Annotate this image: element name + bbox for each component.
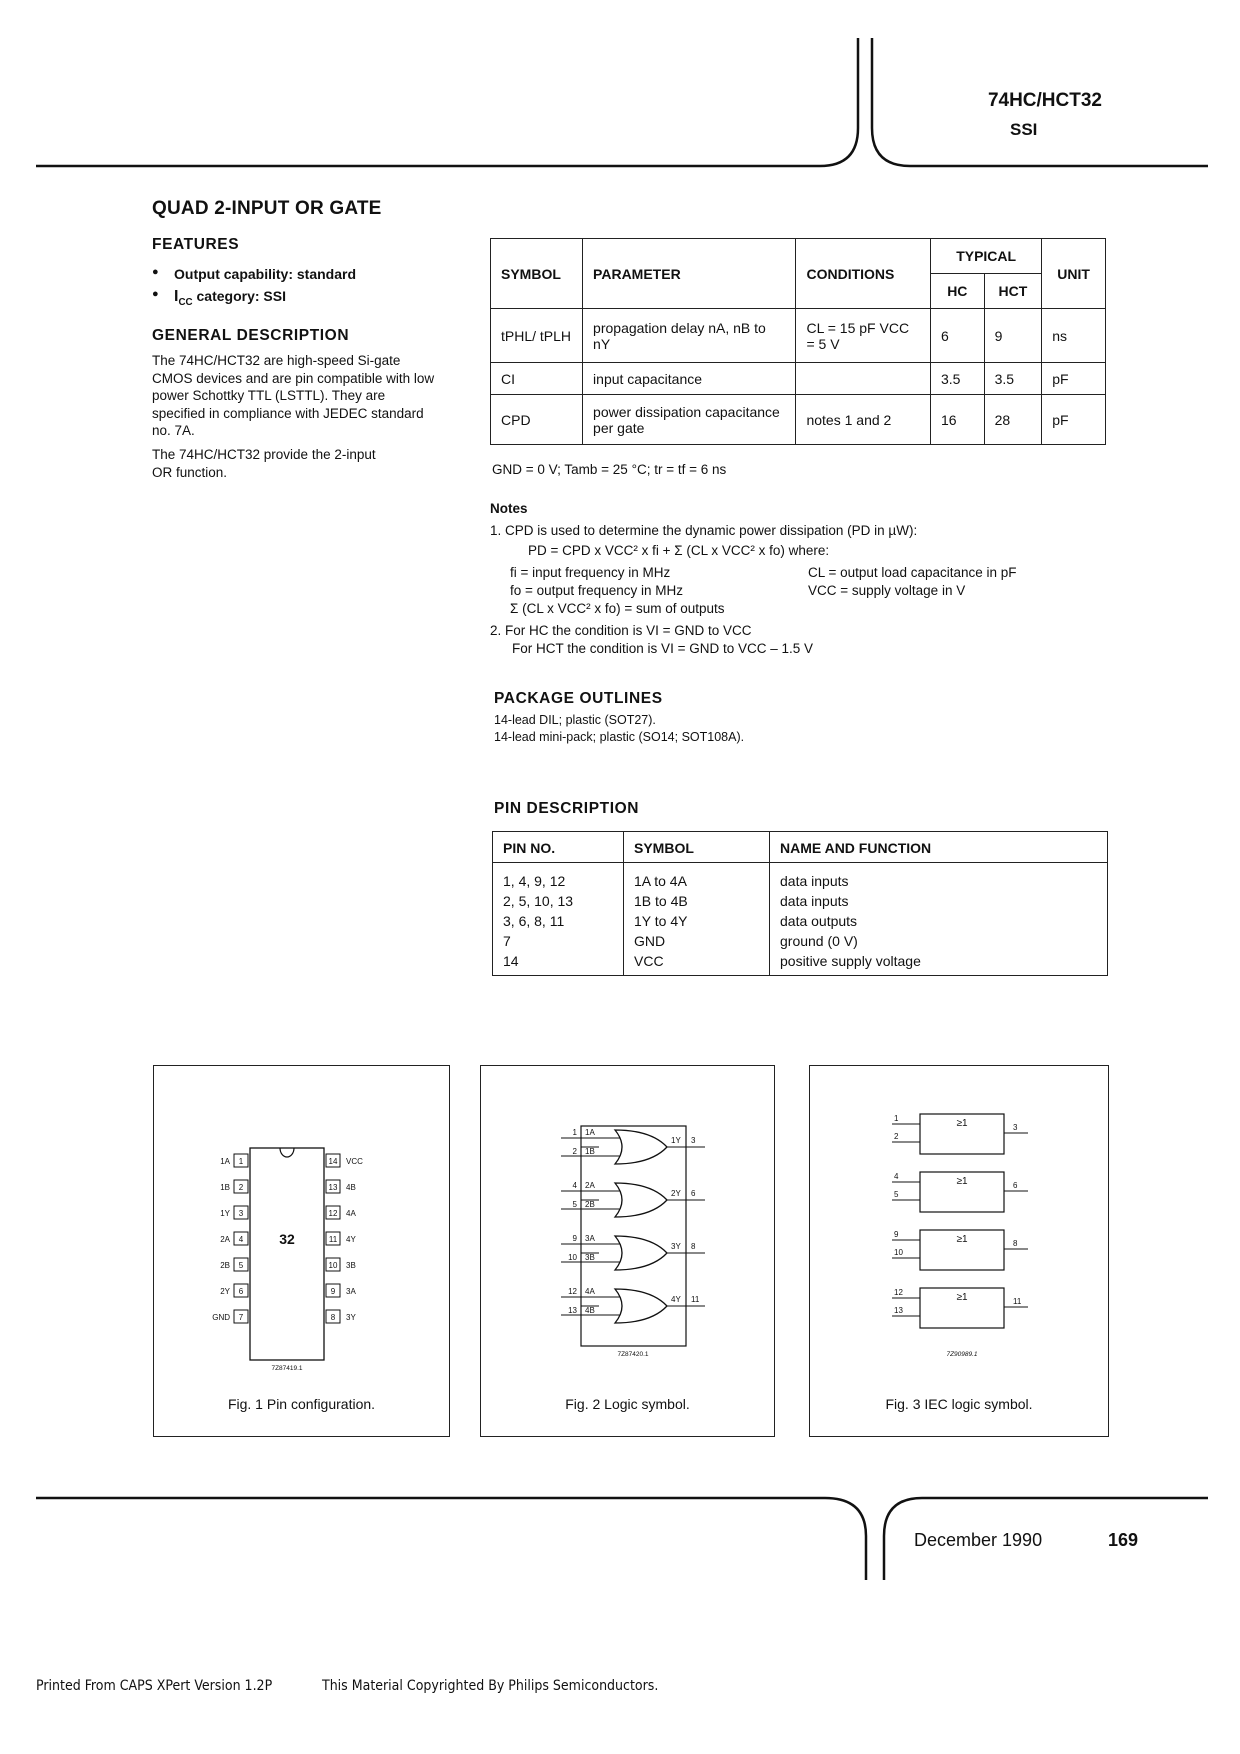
pin-label: VCC bbox=[346, 1157, 363, 1166]
note-vars bbox=[490, 564, 1140, 620]
pin-number: 10 bbox=[568, 1253, 577, 1262]
pin-label: 1Y bbox=[220, 1209, 230, 1218]
col-unit: UNIT bbox=[1042, 239, 1106, 309]
figure-iec-logic-symbol bbox=[809, 1065, 1109, 1437]
note-1: 1. CPD is used to determine the dynamic power dissipation (PD in µW): bbox=[490, 523, 918, 538]
pin-number: 2 bbox=[238, 1183, 244, 1192]
cell-conditions: CL = 15 pF VCC = 5 V bbox=[796, 309, 931, 363]
pin-number: 11 bbox=[328, 1235, 338, 1244]
cell-hct: 3.5 bbox=[984, 363, 1042, 395]
cell-unit: pF bbox=[1042, 395, 1106, 445]
pin-number: 13 bbox=[328, 1183, 338, 1192]
cell-pin: 7 bbox=[493, 931, 624, 951]
table-row bbox=[491, 395, 1106, 445]
cell-symbol: tPHL/ tPLH bbox=[491, 309, 583, 363]
table-row bbox=[493, 931, 1108, 951]
col-symbol: SYMBOL bbox=[491, 239, 583, 309]
printed-from: Printed From CAPS XPert Version 1.2P bbox=[36, 1678, 273, 1694]
notes bbox=[490, 500, 1140, 658]
pin-label: 4Y bbox=[671, 1295, 681, 1304]
pin-description-table bbox=[492, 831, 1108, 976]
part-number: 74HC/HCT32 bbox=[987, 90, 1102, 111]
pin-number: 12 bbox=[328, 1209, 338, 1218]
figure-logic-symbol bbox=[480, 1065, 775, 1437]
cell-hc: 6 bbox=[931, 309, 985, 363]
features-list bbox=[152, 266, 356, 314]
pin-number: 13 bbox=[568, 1306, 577, 1315]
pin-desc-heading: PIN DESCRIPTION bbox=[494, 800, 640, 817]
note-2a: 2. For HC the condition is VI = GND to VCC bbox=[490, 623, 752, 638]
package-heading: PACKAGE OUTLINES bbox=[494, 690, 663, 707]
iec-logic-symbol-diagram bbox=[810, 1066, 1108, 1376]
pin-label: GND bbox=[212, 1313, 230, 1322]
pin-number: 6 bbox=[238, 1287, 244, 1296]
or-gate bbox=[615, 1130, 667, 1164]
col-hct: HCT bbox=[984, 274, 1042, 309]
table-row bbox=[491, 363, 1106, 395]
note-vcc: VCC = supply voltage in V bbox=[808, 583, 966, 598]
pin-number: 2 bbox=[894, 1132, 899, 1141]
or-gate bbox=[615, 1236, 667, 1270]
pin-number: 8 bbox=[1013, 1239, 1018, 1248]
general-p2: The 74HC/HCT32 provide the 2-input OR function. bbox=[152, 447, 376, 480]
pin-number: 5 bbox=[894, 1190, 899, 1199]
pin-number: 13 bbox=[894, 1306, 903, 1315]
pin-number: 11 bbox=[691, 1295, 700, 1304]
pin-label: 4A bbox=[346, 1209, 356, 1218]
cell-hc: 3.5 bbox=[931, 363, 985, 395]
logic-symbol-diagram bbox=[481, 1066, 774, 1376]
table-row bbox=[493, 951, 1108, 976]
figure-caption: Fig. 1 Pin configuration. bbox=[227, 1396, 376, 1412]
cell-unit: pF bbox=[1042, 363, 1106, 395]
figure-code: 7Z90989.1 bbox=[946, 1351, 978, 1358]
pin-label: 4B bbox=[346, 1183, 356, 1192]
conditions-line: GND = 0 V; Tamb = 25 °C; tr = tf = 6 ns bbox=[492, 462, 727, 477]
cell-unit: ns bbox=[1042, 309, 1106, 363]
pin-label: 3B bbox=[346, 1261, 356, 1270]
pin-label: 2Y bbox=[220, 1287, 230, 1296]
pin-label: 4B bbox=[585, 1306, 595, 1315]
pin-label: 1B bbox=[585, 1147, 595, 1156]
pin-label: 2B bbox=[585, 1200, 595, 1209]
pin-label: 3Y bbox=[671, 1242, 681, 1251]
page-number: 169 bbox=[1108, 1530, 1139, 1550]
pin-number: 4 bbox=[572, 1181, 577, 1190]
or-gate bbox=[615, 1183, 667, 1217]
cell-parameter: propagation delay nA, nB to nY bbox=[583, 309, 796, 363]
pin-number: 6 bbox=[691, 1189, 696, 1198]
pin-number: 9 bbox=[894, 1230, 899, 1239]
cell-pin: 1, 4, 9, 12 bbox=[493, 863, 624, 892]
pin-label: 3B bbox=[585, 1253, 595, 1262]
pin-label: 1B bbox=[220, 1183, 230, 1192]
pin-label: 2Y bbox=[671, 1189, 681, 1198]
pin-number: 2 bbox=[572, 1147, 577, 1156]
col-typical: TYPICAL bbox=[931, 239, 1042, 274]
package-line: 14-lead mini-pack; plastic (SO14; SOT108A). bbox=[494, 730, 745, 744]
pin-label: 1Y bbox=[671, 1136, 681, 1145]
family-label: SSI bbox=[1010, 120, 1038, 139]
cell-conditions: notes 1 and 2 bbox=[796, 395, 931, 445]
pin-label: 4Y bbox=[346, 1235, 356, 1244]
pin-number: 6 bbox=[1013, 1181, 1018, 1190]
pin-number: 4 bbox=[238, 1235, 244, 1244]
package-outlines bbox=[494, 712, 744, 746]
cell-pin: 14 bbox=[493, 951, 624, 976]
cell-hct: 9 bbox=[984, 309, 1042, 363]
pin-label: 2A bbox=[585, 1181, 595, 1190]
cell-conditions bbox=[796, 363, 931, 395]
iec-qualifier: ≥1 bbox=[956, 1292, 968, 1303]
pin-label: 1A bbox=[585, 1128, 595, 1137]
cell-symbol: 1A to 4A bbox=[624, 863, 770, 892]
pin-configuration-diagram bbox=[154, 1066, 449, 1376]
pin-number: 1 bbox=[572, 1128, 577, 1137]
cell-name: ground (0 V) bbox=[770, 931, 1108, 951]
pin-number: 9 bbox=[572, 1234, 577, 1243]
or-gate bbox=[615, 1289, 667, 1323]
cell-symbol: VCC bbox=[624, 951, 770, 976]
footer-rule bbox=[0, 1480, 1240, 1590]
page-title: QUAD 2-INPUT OR GATE bbox=[152, 198, 382, 219]
pin-label: 3Y bbox=[346, 1313, 356, 1322]
iec-qualifier: ≥1 bbox=[956, 1234, 968, 1245]
general-p1: The 74HC/HCT32 are high-speed Si-gate CMOS devices and are pin compatible with low power Schottky TTL (LSTTL). They are specified in compliance with JEDEC standard no. 7A. bbox=[152, 353, 435, 438]
pin-label: 3A bbox=[585, 1234, 595, 1243]
package-line: 14-lead DIL; plastic (SOT27). bbox=[494, 713, 656, 727]
cell-pin: 3, 6, 8, 11 bbox=[493, 911, 624, 931]
copyright: This Material Copyrighted By Philips Semiconductors. bbox=[322, 1678, 659, 1694]
general-heading: GENERAL DESCRIPTION bbox=[152, 327, 350, 344]
pin-number: 9 bbox=[330, 1287, 336, 1296]
pin-number: 1 bbox=[238, 1157, 244, 1166]
cell-symbol: GND bbox=[624, 931, 770, 951]
pin-number: 10 bbox=[328, 1261, 338, 1270]
cell-name: data inputs bbox=[770, 863, 1108, 892]
note-formula: PD = CPD x VCC² x fi + Σ (CL x VCC² x fo) where: bbox=[528, 543, 830, 558]
col-parameter: PARAMETER bbox=[583, 239, 796, 309]
feature-item: ● Output capability: standard bbox=[152, 266, 356, 282]
figure-caption: Fig. 3 IEC logic symbol. bbox=[885, 1396, 1033, 1412]
cell-symbol: 1B to 4B bbox=[624, 891, 770, 911]
figure-code: 7Z87420.1 bbox=[617, 1351, 649, 1358]
cell-symbol: CI bbox=[491, 363, 583, 395]
pin-number: 1 bbox=[894, 1114, 899, 1123]
cell-hct: 28 bbox=[984, 395, 1042, 445]
cell-hc: 16 bbox=[931, 395, 985, 445]
col-conditions: CONDITIONS bbox=[796, 239, 931, 309]
col-pin-no: PIN NO. bbox=[493, 832, 624, 863]
pin-number: 8 bbox=[691, 1242, 696, 1251]
pin-label: 1A bbox=[220, 1157, 230, 1166]
pin-label: 3A bbox=[346, 1287, 356, 1296]
pin-label: 2A bbox=[220, 1235, 230, 1244]
iec-qualifier: ≥1 bbox=[956, 1118, 968, 1129]
figure-code: 7Z87419.1 bbox=[271, 1365, 303, 1372]
note-cl: CL = output load capacitance in pF bbox=[808, 565, 1017, 580]
notes-heading: Notes bbox=[490, 501, 528, 516]
cell-parameter: input capacitance bbox=[583, 363, 796, 395]
pin-number: 7 bbox=[238, 1313, 244, 1322]
pin-number: 12 bbox=[894, 1288, 903, 1297]
characteristics-table bbox=[490, 238, 1106, 445]
note-2b: For HCT the condition is VI = GND to VCC – 1.5 V bbox=[512, 641, 813, 656]
chip-body bbox=[250, 1148, 324, 1360]
pin-label: 4A bbox=[585, 1287, 595, 1296]
pin-number: 8 bbox=[330, 1313, 336, 1322]
pin-number: 5 bbox=[238, 1261, 244, 1270]
col-symbol: SYMBOL bbox=[624, 832, 770, 863]
cell-parameter: power dissipation capacitance per gate bbox=[583, 395, 796, 445]
pin-number: 3 bbox=[1013, 1123, 1018, 1132]
pin-number: 14 bbox=[328, 1157, 338, 1166]
col-hc: HC bbox=[931, 274, 985, 309]
pin-number: 5 bbox=[572, 1200, 577, 1209]
chip-label: 32 bbox=[279, 1231, 295, 1247]
note-fo: fo = output frequency in MHz bbox=[510, 583, 683, 598]
table-row bbox=[491, 309, 1106, 363]
table-row bbox=[493, 911, 1108, 931]
note-fi: fi = input frequency in MHz bbox=[510, 565, 671, 580]
col-name: NAME AND FUNCTION bbox=[770, 832, 1108, 863]
figure-caption: Fig. 2 Logic symbol. bbox=[565, 1396, 690, 1412]
iec-qualifier: ≥1 bbox=[956, 1176, 968, 1187]
cell-symbol: CPD bbox=[491, 395, 583, 445]
cell-pin: 2, 5, 10, 13 bbox=[493, 891, 624, 911]
pin-number: 12 bbox=[568, 1287, 577, 1296]
pin-number: 3 bbox=[691, 1136, 696, 1145]
cell-name: positive supply voltage bbox=[770, 951, 1108, 976]
pin-label: 2B bbox=[220, 1261, 230, 1270]
chip-notch bbox=[280, 1148, 294, 1157]
features-heading: FEATURES bbox=[152, 236, 240, 253]
feature-item: ● $I_{CC}$ category: SSI bbox=[152, 288, 356, 308]
pin-number: 4 bbox=[894, 1172, 899, 1181]
footer-date: December 1990 bbox=[914, 1530, 1043, 1550]
pin-number: 3 bbox=[238, 1209, 244, 1218]
pin-number: 11 bbox=[1013, 1297, 1022, 1306]
cell-symbol: 1Y to 4Y bbox=[624, 911, 770, 931]
figure-pin-configuration bbox=[153, 1065, 450, 1437]
note-sum: Σ (CL x VCC² x fo) = sum of outputs bbox=[510, 601, 725, 616]
pin-number: 10 bbox=[894, 1248, 903, 1257]
cell-name: data outputs bbox=[770, 911, 1108, 931]
table-row bbox=[493, 863, 1108, 892]
cell-name: data inputs bbox=[770, 891, 1108, 911]
table-row bbox=[493, 891, 1108, 911]
